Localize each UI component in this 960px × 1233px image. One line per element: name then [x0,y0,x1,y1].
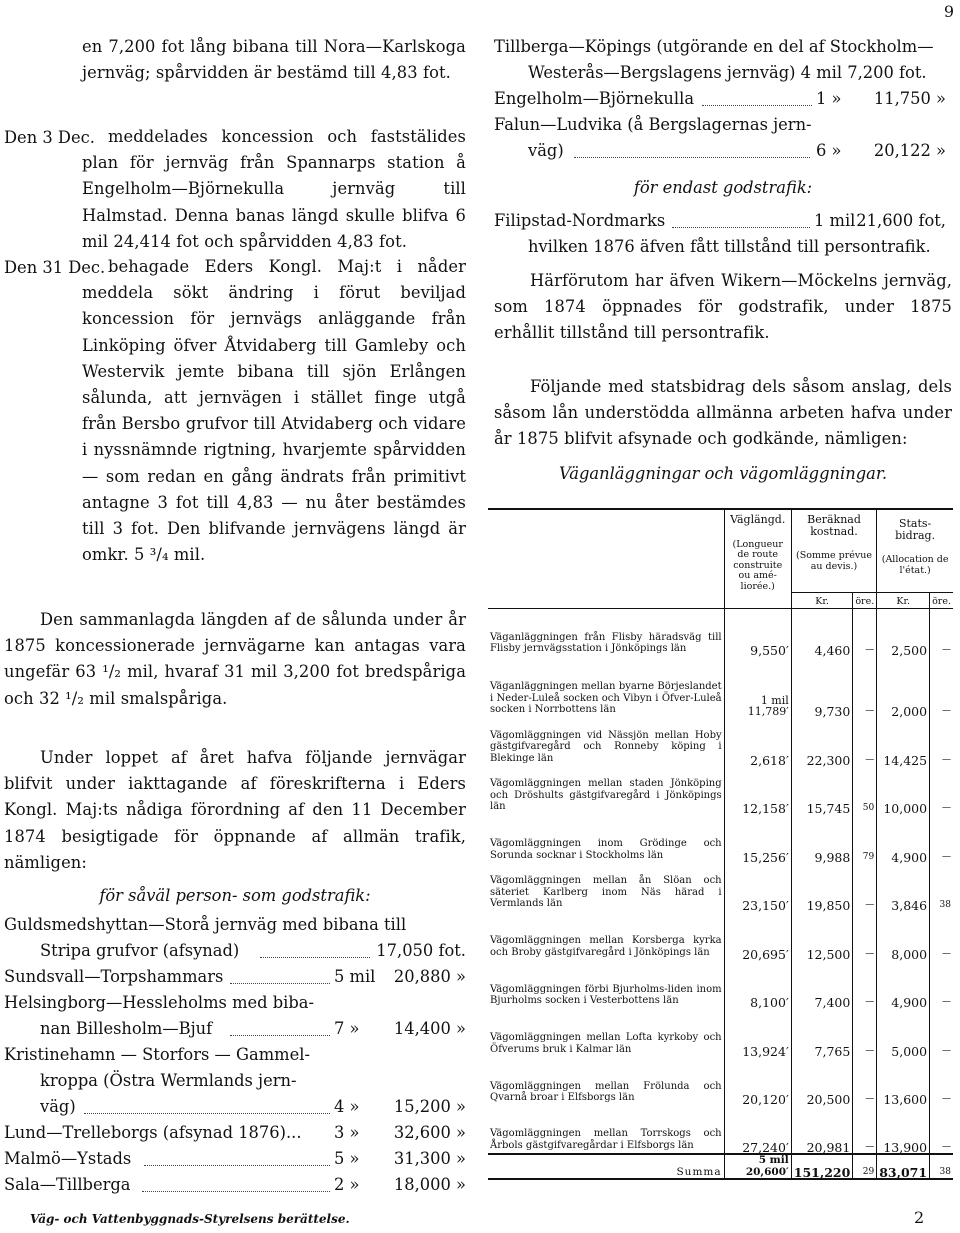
row-vaglangd: 23,150′ [724,863,791,912]
row-kostnad: 12,500 [791,912,853,961]
header-berakn: Beräknad kostnad. [807,513,861,538]
row-statsbidrag: 2,000 [877,657,930,718]
row-kostnad: 7,400 [791,960,853,1009]
table-row [488,863,953,912]
row-vaglangd: 2,618′ [724,718,791,767]
summa-kostnad: 151,220 [791,1154,853,1179]
row-statsbidrag: 5,000 [877,1009,930,1058]
row-kostnad-ore: — [853,608,877,657]
list-item: Lund—Trelleborgs (afsynad 1876)... 3 » 32,600 » [4,1123,466,1142]
list-item: Tillberga—Köpings (utgörande en del af Stockholm— [494,37,934,56]
row-vaglangd: 13,924′ [724,1009,791,1058]
row-statsbidrag: 4,900 [877,815,930,864]
row-kostnad-ore: — [853,912,877,961]
row-statsbidrag-ore: — [930,1009,953,1058]
header-ore: öre. [853,592,877,608]
list-item: väg) 6 » 20,122 » [528,141,946,160]
row-statsbidrag: 14,425 [877,718,930,767]
row-kostnad-ore: — [853,1009,877,1058]
row-kostnad: 22,300 [791,718,853,767]
heading-person-gods: för såväl person- som godstrafik: [99,886,371,905]
list-item: Westerås—Bergslagens jernväg) 4 mil 7,200 fot. [528,63,927,82]
list-item: Filipstad-Nordmarks 1 mil 21,600 fot, [494,211,946,230]
footer-caption: Väg- och Vattenbyggnads-Styrelsens berättelse. [30,1212,350,1226]
row-description: Vägomläggningen mellan Torrskogs och Årbols gästgifvaregårdar i Elfsborgs län [490,1128,722,1151]
list-item: hvilken 1876 äfven fått tillstånd till persontrafik. [528,237,931,256]
row-vaglangd: 15,256′ [724,815,791,864]
summa-langd: 5 mil 20,600′ [724,1154,791,1179]
row-statsbidrag: 10,000 [877,766,930,815]
list-item: nan Billesholm—Bjuf 7 » 14,400 » [40,1019,466,1038]
right-list [494,34,952,164]
paragraph-linkoping: behagade Eders Kongl. Maj:t i nåder meddela sökt ändring i förut beviljad koncession för jernvägs anläggande från Linköping öfver Åtvidaberg till Gamleby och Westervik jemte bibana till sjön Erlången sålunda, att jernvägen i stället finge utgå från Bersbo grufvor till Atvidaberg och vidare i nyssnämnde rigtning, hvarjemte spårvidden — som redan en gång ändrats från primitivt antagne 3 fot till 4,83 — nu åter bestämdes till 3 fot. Den blifvande jernvägens längd är omkr. 5 ³/₄ mil. [82,257,466,565]
table-row [488,1009,953,1058]
row-description: Vägomläggningen mellan Frölunda och Qvarnå broar i Elfsborgs län [490,1080,722,1103]
row-statsbidrag: 13,600 [877,1057,930,1106]
table-row [488,1106,953,1155]
row-vaglangd: 20,695′ [724,912,791,961]
row-description: Vägomläggningen förbi Bjurholms-liden inom Bjurholms socken i Vesterbottens län [490,983,722,1006]
table-row [488,1057,953,1106]
list-item: väg) 4 » 15,200 » [40,1097,466,1116]
row-vaglangd: 1 mil 11,789′ [724,657,791,718]
table-row [488,766,953,815]
date-label-31-dec: Den 31 Dec. [4,258,106,277]
list-item: Kristinehamn — Storfors — Gammel- [4,1045,310,1064]
row-vaglangd: 20,120′ [724,1057,791,1106]
row-statsbidrag: 8,000 [877,912,930,961]
table-title: Väganläggningar och vägomläggningar. [559,464,887,483]
paragraph-statsbidrag: Följande med statsbidrag dels såsom anslag, dels såsom lån understödda allmänna arbeten hafva under år 1875 blifvit afsynade och godkände, nämligen: [494,377,952,449]
list-item: Stripa grufvor (afsynad) 17,050 fot. [40,941,466,960]
row-description: Vägomläggningen inom Grödinge och Sorunda socknar i Stockholms län [490,838,722,861]
list-item: Sala—Tillberga 2 » 18,000 » [4,1175,466,1194]
road-table [488,508,953,1180]
table-row [488,912,953,961]
table-row [488,608,953,657]
table-row [488,960,953,1009]
list-item: kroppa (Östra Wermlands jern- [40,1071,297,1090]
table-row [488,815,953,864]
heading-endast-gods: för endast godstrafik: [633,178,813,197]
row-description: Väganläggningen från Flisby häradsväg till Flisby jernvägsstation i Jönköpings län [490,631,722,654]
row-description: Väganläggningen mellan byarne Börjeslandet i Neder-Luleå socken och Vibyn i Öfver-Luleå socken i Norrbottens län [490,681,722,715]
summa-label: Summa [676,1165,722,1178]
row-kostnad-ore: — [853,657,877,718]
row-kostnad-ore: 50 [853,766,877,815]
header-kr: Kr. [791,592,853,608]
header-vaglangd: Väglängd. [730,513,786,526]
row-kostnad: 4,460 [791,608,853,657]
list-item: Helsingborg—Hessleholms med biba- [4,993,315,1012]
row-description: Vägomläggningen mellan Korsberga kyrka och Broby gästgifvaregård i Jönköpings län [490,935,722,958]
row-vaglangd: 9,550′ [724,608,791,657]
row-vaglangd: 27,240′ [724,1106,791,1155]
row-statsbidrag-ore: — [930,608,953,657]
paragraph-wikern: Härförutom har äfven Wikern—Möckelns jernväg, som 1874 öppnades för godstrafik, under 1875 erhållit tillstånd till persontrafik. [494,271,952,343]
list-item: Falun—Ludvika (å Bergslagernas jern- [494,115,812,134]
row-description: Vägomläggningen vid Nässjön mellan Hoby gästgifvaregård och Ronneby köping i Blekinge län [490,729,722,764]
row-kostnad-ore: — [853,718,877,767]
list-item: Guldsmedshyttan—Storå jernväg med bibana till [4,915,407,934]
row-statsbidrag-ore: — [930,1106,953,1155]
summa-stats-ore: 38 [930,1154,953,1179]
row-vaglangd: 8,100′ [724,960,791,1009]
row-description: Vägomläggningen mellan ån Slöan och säteriet Karlberg inom Näs härad i Vermlands län [490,875,722,909]
row-kostnad-ore: — [853,960,877,1009]
row-statsbidrag: 4,900 [877,960,930,1009]
header-vaglangd-fr: (Longueur de route construite ou amé-liorée.) [732,538,783,592]
page-number: 9 [943,2,954,21]
table-row [488,718,953,767]
paragraph-spannarp: meddelades koncession och faststälides plan för jernväg från Spannarps station å Engelholm—Björnekulla jernväg till Halmstad. Denna banas längd skulle blifva 6 mil 24,414 fot och spårvidden 4,83 fot. [82,127,466,251]
row-statsbidrag-ore: — [930,960,953,1009]
list-item: Sundsvall—Torpshammars 5 mil 20,880 » [4,967,466,986]
row-statsbidrag: 2,500 [877,608,930,657]
row-statsbidrag-ore: — [930,1057,953,1106]
row-kostnad: 15,745 [791,766,853,815]
paragraph-nora: en 7,200 fot lång bibana till Nora—Karlskoga jernväg; spårvidden är bestämd till 4,83 fot. [82,37,466,83]
row-kostnad: 20,981 [791,1106,853,1155]
row-kostnad: 9,730 [791,657,853,718]
header-stats: Stats-bidrag. [895,517,936,542]
row-statsbidrag-ore: 38 [930,863,953,912]
row-description: Vägomläggningen mellan staden Jönköping och Dröshults gästgifvaregård i Jönköpings län [490,778,722,812]
list-item: Malmö—Ystads 5 » 31,300 » [4,1149,466,1168]
row-vaglangd: 12,158′ [724,766,791,815]
paragraph-under-loppet: Under loppet af året hafva följande jernvägar blifvit under iakttagande af föreskrifterna i Eders Kongl. Maj:ts nådiga förordning af den 11 December 1874 besigtigade för öppnande af allmän trafik, nämligen: [4,748,466,872]
header-kr-2: Kr. [877,592,930,608]
list-item: Engelholm—Björnekulla 1 » 11,750 » [494,89,946,108]
row-statsbidrag-ore: — [930,912,953,961]
date-label-3-dec: Den 3 Dec. [4,128,95,147]
row-statsbidrag: 13,900 [877,1106,930,1155]
row-kostnad-ore: — [853,863,877,912]
paragraph-sammanlagda: Den sammanlagda längden af de sålunda under år 1875 koncessionerade jernvägarne kan antagas vara ungefär 63 ¹/₂ mil, hvaraf 31 mil 3,200 fot bredspåriga och 32 ¹/₂ mil smalspåriga. [4,610,466,708]
row-statsbidrag-ore: — [930,718,953,767]
signature-mark: 2 [914,1208,925,1227]
header-ore-2: öre. [930,592,953,608]
row-statsbidrag: 3,846 [877,863,930,912]
row-kostnad: 20,500 [791,1057,853,1106]
right-list-2 [494,208,952,260]
row-kostnad-ore: — [853,1106,877,1155]
row-description: Vägomläggningen mellan Lofta kyrkoby och Öfverums bruk i Kalmar län [490,1032,722,1055]
railway-list [4,912,466,1198]
row-kostnad-ore: — [853,1057,877,1106]
row-statsbidrag-ore: — [930,657,953,718]
row-kostnad: 7,765 [791,1009,853,1058]
summa-stats: 83,071 [877,1154,930,1179]
header-stats-fr: (Allocation de l'état.) [881,554,949,576]
header-berakn-fr: (Somme prévue au devis.) [796,550,872,572]
row-statsbidrag-ore: — [930,766,953,815]
table-row [488,657,953,718]
row-kostnad: 9,988 [791,815,853,864]
row-kostnad: 19,850 [791,863,853,912]
row-kostnad-ore: 79 [853,815,877,864]
row-statsbidrag-ore: — [930,815,953,864]
summa-kostnad-ore: 29 [853,1154,877,1179]
